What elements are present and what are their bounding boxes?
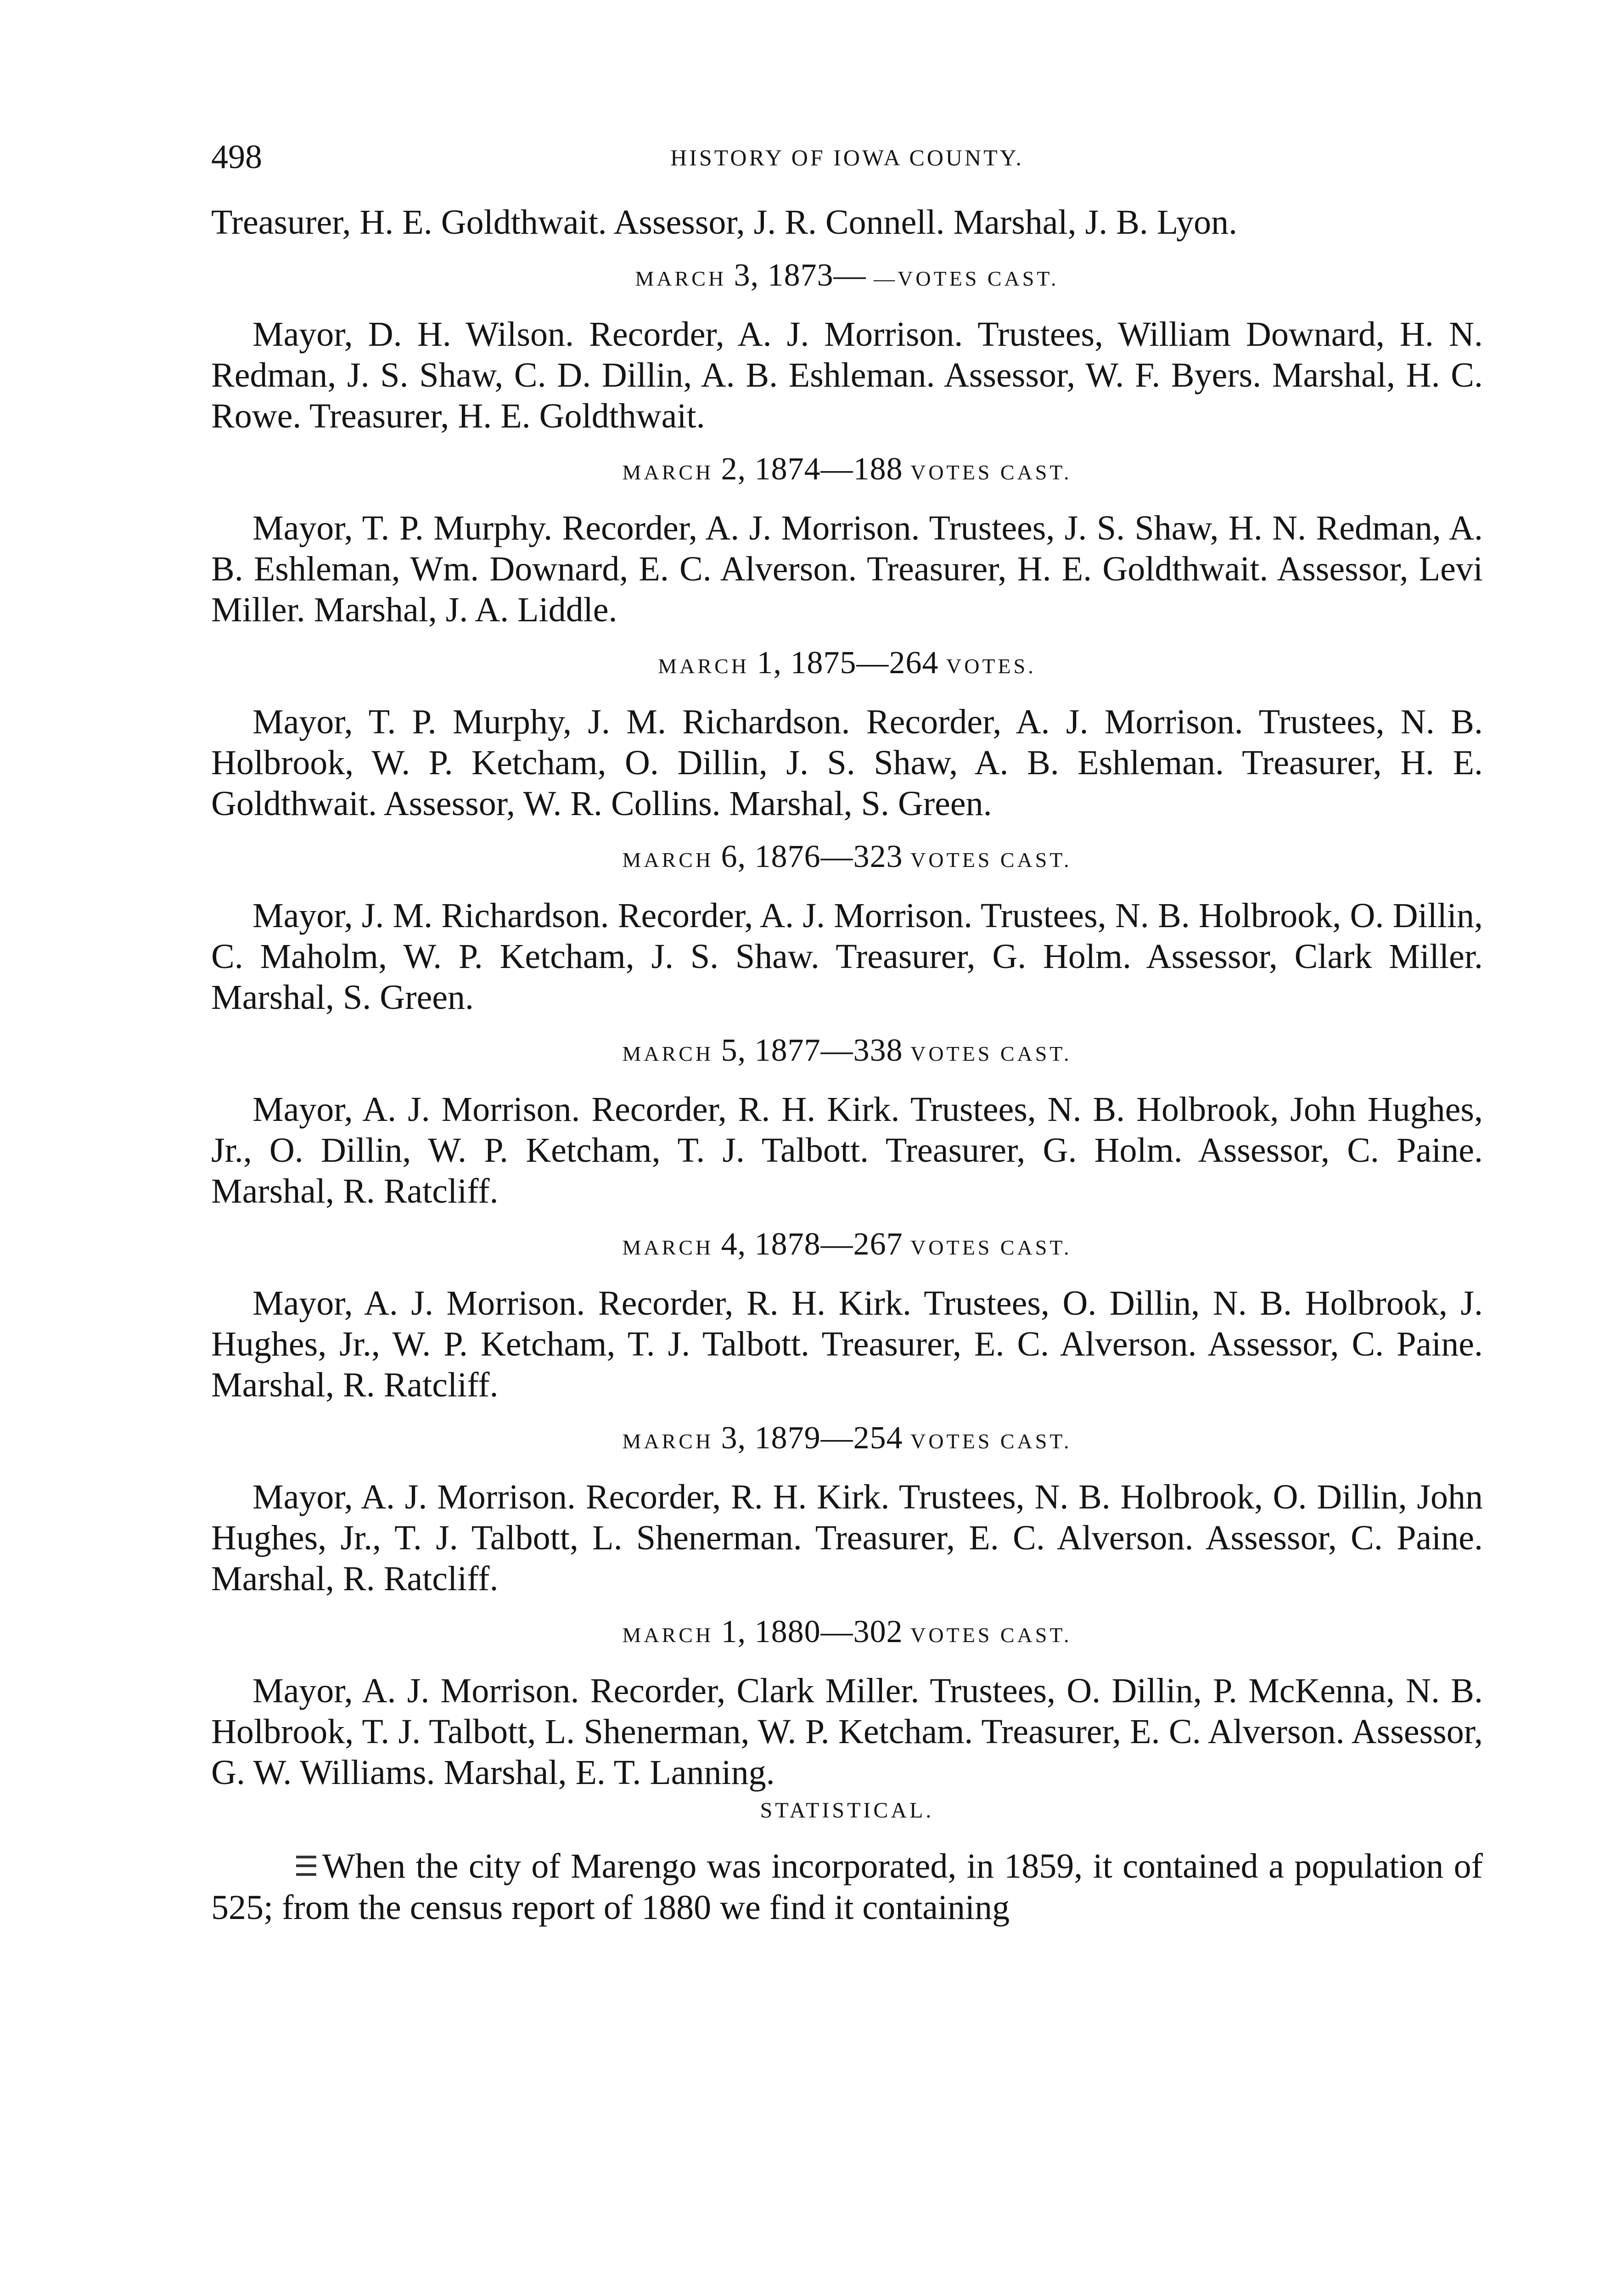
election-section-1880	[211, 1616, 1483, 1793]
heading-votes: VOTES CAST.	[910, 848, 1072, 872]
heading-votes: VOTES CAST.	[910, 1623, 1072, 1647]
heading-date: 6, 1876—323	[721, 839, 903, 874]
section-paragraph: Mayor, A. J. Morrison. Recorder, Clark Miller. Trustees, O. Dillin, P. McKenna, N. B. Holbrook, T. J. Talbott, L. Shenerman, W. P. Ketcham. Treasurer, E. C. Alverson. Assessor, G. W. Williams. Marshal, E. T. Lanning.	[211, 1671, 1483, 1792]
heading-votes: VOTES.	[946, 654, 1036, 678]
section-heading	[211, 1422, 1483, 1458]
election-section-1878	[211, 1228, 1483, 1406]
statistical-text: When the city of Marengo was incorporated, in 1859, it contained a population of 525; from the census report of 1880 we find it containing	[211, 1847, 1483, 1927]
section-heading	[211, 259, 1483, 295]
heading-month: MARCH	[622, 848, 714, 872]
section-paragraph: Mayor, A. J. Morrison. Recorder, R. H. Kirk. Trustees, N. B. Holbrook, O. Dillin, John Hughes, Jr., T. J. Talbott, L. Shenerman. Treasurer, E. C. Alverson. Assessor, C. Paine. Marshal, R. Ratcliff.	[211, 1478, 1483, 1598]
section-heading	[211, 453, 1483, 489]
election-section-1875	[211, 647, 1483, 824]
election-section-1877	[211, 1035, 1483, 1212]
heading-votes: —VOTES CAST.	[874, 267, 1059, 290]
heading-month: MARCH	[635, 267, 727, 290]
section-paragraph: Mayor, T. P. Murphy, J. M. Richardson. Recorder, A. J. Morrison. Trustees, N. B. Holbrook, W. P. Ketcham, O. Dillin, J. S. Shaw, A. B. Eshleman. Treasurer, H. E. Goldthwait. Assessor, W. R. Collins. Marshal, S. Green.	[211, 703, 1483, 823]
heading-date: 3, 1879—254	[721, 1420, 903, 1456]
election-section-1879	[211, 1422, 1483, 1599]
heading-votes: VOTES CAST.	[910, 1042, 1072, 1065]
printer-mark-icon: ☰	[294, 1851, 319, 1882]
running-head	[211, 138, 1483, 188]
intro-paragraph: Treasurer, H. E. Goldthwait. Assessor, J. R. Connell. Marshal, J. B. Lyon.	[211, 203, 1238, 242]
heading-month: MARCH	[658, 654, 749, 678]
heading-date: 5, 1877—338	[721, 1033, 903, 1068]
heading-votes: VOTES CAST.	[910, 1236, 1072, 1259]
heading-date: 2, 1874—188	[721, 451, 903, 487]
section-paragraph: Mayor, A. J. Morrison. Recorder, R. H. Kirk. Trustees, O. Dillin, N. B. Holbrook, J. Hughes, Jr., W. P. Ketcham, T. J. Talbott. Treasurer, E. C. Alverson. Assessor, C. Paine. Marshal, R. Ratcliff.	[211, 1284, 1483, 1404]
book-page	[211, 138, 1483, 1928]
section-heading	[211, 1616, 1483, 1651]
election-section-1876	[211, 841, 1483, 1018]
section-heading	[211, 647, 1483, 682]
statistical-paragraph	[211, 1846, 1483, 1928]
heading-month: MARCH	[622, 461, 714, 484]
heading-month: MARCH	[622, 1236, 714, 1259]
page-number: 498	[211, 138, 262, 176]
heading-month: MARCH	[622, 1623, 714, 1647]
section-heading	[211, 1035, 1483, 1070]
heading-votes: VOTES CAST.	[910, 1429, 1072, 1453]
section-paragraph: Mayor, D. H. Wilson. Recorder, A. J. Morrison. Trustees, William Downard, H. N. Redman, J. S. Shaw, C. D. Dillin, A. B. Eshleman. Assessor, W. F. Byers. Marshal, H. C. Rowe. Treasurer, H. E. Goldthwait.	[211, 315, 1483, 435]
heading-date: 3, 1873—	[734, 258, 866, 293]
section-heading	[211, 1228, 1483, 1264]
election-section-1873	[211, 259, 1483, 437]
section-heading	[211, 841, 1483, 876]
heading-date: 1, 1880—302	[721, 1614, 903, 1649]
heading-votes: VOTES CAST.	[910, 461, 1072, 484]
section-paragraph: Mayor, A. J. Morrison. Recorder, R. H. Kirk. Trustees, N. B. Holbrook, John Hughes, Jr., O. Dillin, W. P. Ketcham, T. J. Talbott. Treasurer, G. Holm. Assessor, C. Paine. Marshal, R. Ratcliff.	[211, 1090, 1483, 1210]
section-paragraph: Mayor, T. P. Murphy. Recorder, A. J. Morrison. Trustees, J. S. Shaw, H. N. Redman, A. B. Eshleman, Wm. Downard, E. C. Alverson. Treasurer, H. E. Goldthwait. Assessor, Levi Miller. Marshal, J. A. Liddle.	[211, 509, 1483, 629]
heading-date: 4, 1878—267	[721, 1227, 903, 1262]
running-title: HISTORY OF IOWA COUNTY.	[670, 145, 1024, 170]
heading-month: MARCH	[622, 1042, 714, 1065]
election-section-1874	[211, 453, 1483, 630]
heading-month: MARCH	[622, 1429, 714, 1453]
statistical-heading: STATISTICAL.	[760, 1798, 934, 1823]
section-paragraph: Mayor, J. M. Richardson. Recorder, A. J. Morrison. Trustees, N. B. Holbrook, O. Dillin, C. Maholm, W. P. Ketcham, J. S. Shaw. Treasurer, G. Holm. Assessor, Clark Miller. Marshal, S. Green.	[211, 896, 1483, 1017]
heading-date: 1, 1875—264	[757, 645, 939, 681]
